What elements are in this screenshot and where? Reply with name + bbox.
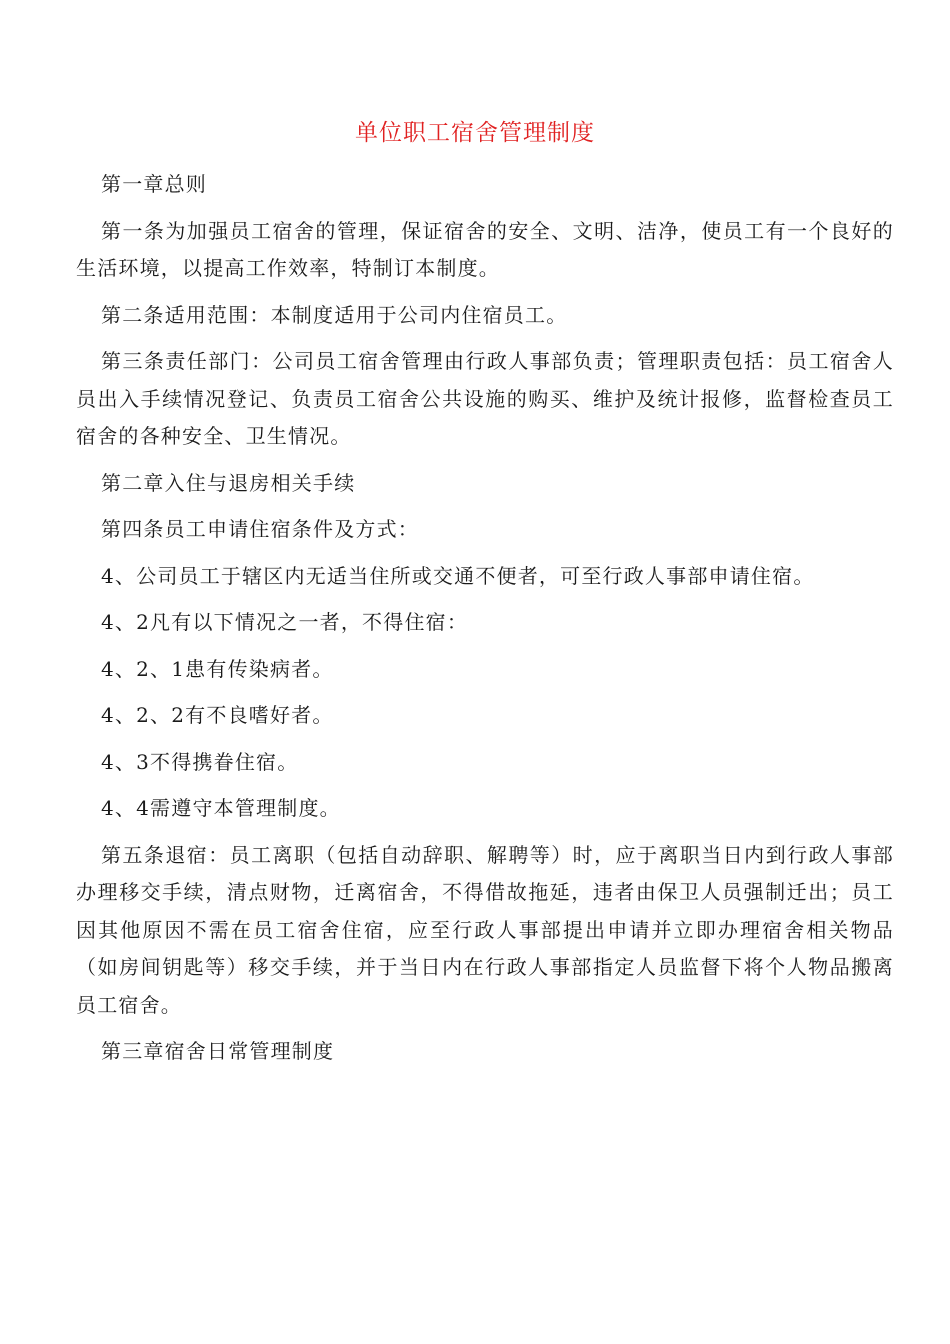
document-title: 单位职工宿舍管理制度 bbox=[355, 120, 595, 146]
clause-4-2-1: 4、2、1患有传染病者。 bbox=[101, 656, 334, 681]
article-3: 第三条责任部门：公司员工宿舍管理由行政人事部负责；管理职责包括：员工宿舍人员出入手续情况登记、负责员工宿舍公共设施的购买、维护及统计报修，监督检查员工宿舍的各种安全、卫生情况。 bbox=[76, 349, 894, 448]
chapter-1-heading: 第一章总则 bbox=[101, 172, 207, 196]
article-2: 第二条适用范围：本制度适用于公司内住宿员工。 bbox=[101, 302, 568, 327]
clause-4-1: 4、公司员工于辖区内无适当住所或交通不便者，可至行政人事部申请住宿。 bbox=[101, 563, 815, 588]
chapter-3-heading: 第三章宿舍日常管理制度 bbox=[101, 1039, 335, 1063]
clause-4-4: 4、4需遵守本管理制度。 bbox=[101, 796, 341, 820]
chapter-2-heading: 第二章入住与退房相关手续 bbox=[101, 470, 356, 495]
clause-4-2-2: 4、2、2有不良嗜好者。 bbox=[101, 703, 334, 727]
article-5: 第五条退宿：员工离职（包括自动辞职、解聘等）时，应于离职当日内到行政人事部办理移交手续，清点财物，迁离宿舍，不得借故拖延，违者由保卫人员强制迁出；员工因其他原因不需在员工宿舍住宿，应至行政人事部提出申请并立即办理宿舍相关物品（如房间钥匙等）移交手续，并于当日内在行政人事部指定人员监督下将个人物品搬离员工宿舍。 bbox=[76, 842, 894, 1017]
article-4: 第四条员工申请住宿条件及方式： bbox=[101, 517, 419, 541]
document-body bbox=[76, 166, 894, 1080]
article-1: 第一条为加强员工宿舍的管理，保证宿舍的安全、文明、洁净，使员工有一个良好的生活环境，以提高工作效率，特制订本制度。 bbox=[76, 218, 894, 280]
clause-4-3: 4、3不得携眷住宿。 bbox=[101, 749, 299, 774]
clause-4-2: 4、2凡有以下情况之一者，不得住宿： bbox=[101, 610, 469, 634]
